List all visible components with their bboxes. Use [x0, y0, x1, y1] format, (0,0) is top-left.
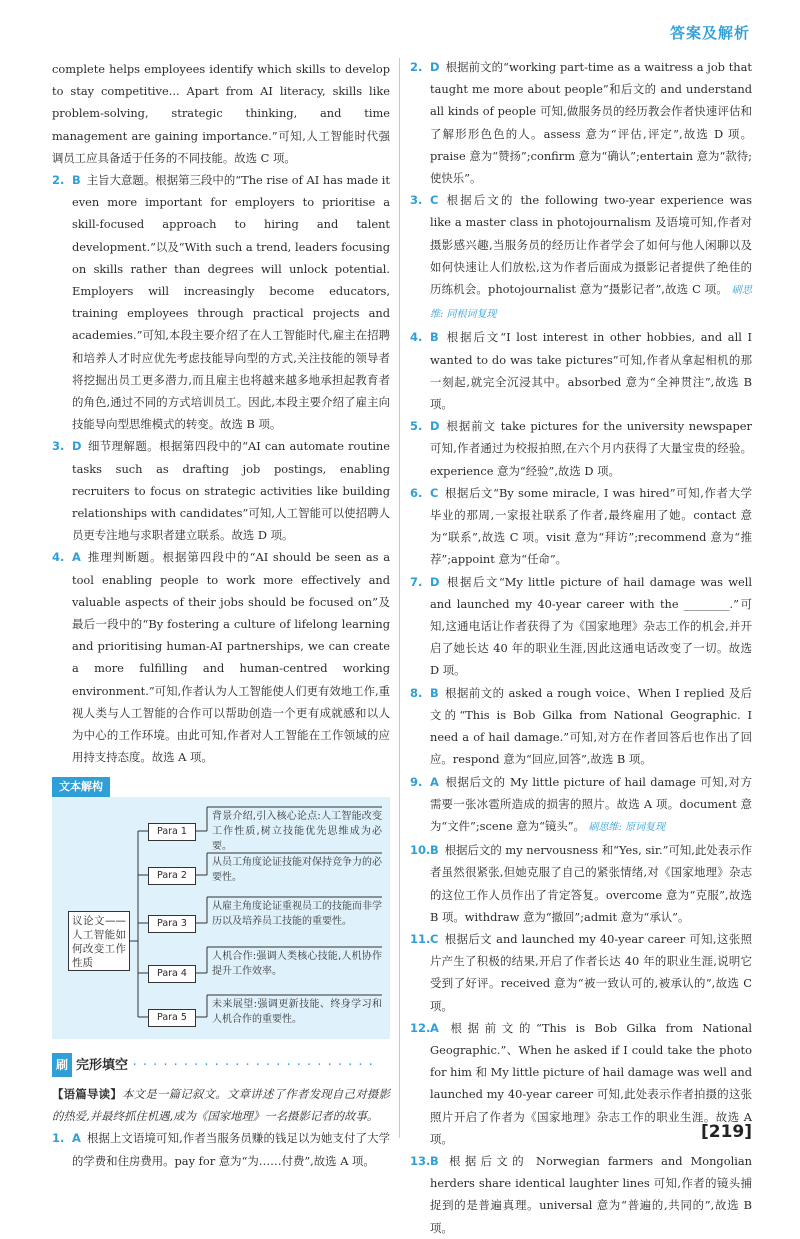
mindmap-para-text: 从员工角度论证技能对保持竞争力的必要性。 [212, 856, 382, 883]
mindmap-para-text: 从雇主角度论证重视员工的技能而非学历以及培养员工技能的重要性。 [212, 900, 382, 927]
item-answer: B [430, 685, 439, 700]
item-number: 13. [410, 1153, 431, 1168]
cloze-answer-8 [410, 682, 752, 771]
answer-item-2 [52, 169, 390, 435]
column-divider [399, 58, 400, 1138]
cloze-badge: 刷 [52, 1053, 72, 1077]
item-answer: C [430, 485, 439, 500]
mindmap-para-label: Para 4 [148, 965, 196, 983]
text-structure-tag: 文本解构 [52, 777, 110, 797]
cloze-answer-4 [410, 326, 752, 415]
cloze-answer-9 [410, 771, 752, 840]
item-answer: A [430, 774, 439, 789]
guide-label: 【语篇导读】 [52, 1086, 122, 1101]
item-answer: B [430, 843, 439, 858]
item-explanation: 根据后文“I lost interest in other hobbies, and all I wanted to do was take pictures”可知,作者从拿起相机的那一刻起,就完全沉浸其中。absorbed 意为“全神贯注”,故选 B 项。 [430, 330, 752, 412]
thinking-note: 刷思维: 原词复现 [588, 821, 666, 833]
page-header [0, 0, 800, 56]
item-number: 1. [52, 1131, 65, 1146]
cloze-answer-6 [410, 482, 752, 571]
item-explanation: 主旨大意题。根据第三段中的“The rise of AI has made it even more important for employers to prioritise a skill-focused approach to hiring and talent development.”以及“With such a trend, leaders focusing on skills rather than degrees will unlock potential. Employers will increasingly become educators, training employees through practical projects and academies.”可知,本段主要介绍了在人工智能时代,雇主在招聘和培养人才时应优先考虑技能导向型的方式,关注技能的领导者将挖掘出员工更多潜力,而且雇主也将越来越多地承担起教育者的角色,通过不同的方式培训员工。因此,本段主要介绍了雇主向技能导向型思维模式的转变。故选 B 项。 [72, 173, 390, 432]
item-explanation: 根据后文“My little picture of hail damage was well and launched my 40-year career with the ________.”可知,这通电话让作者获得了为《国家地理》杂志工作的机会,并开启了她长达 40 年的职业生涯,因此这通电话改变了一切。故选 D 项。 [430, 574, 752, 678]
cloze-answer-11 [410, 928, 752, 1017]
mindmap-para-text: 人机合作:强调人类核心技能,人机协作提升工作效率。 [212, 950, 382, 977]
reading-guide [52, 1083, 390, 1127]
item-answer: C [430, 193, 439, 208]
item-explanation: 根据后文的 Norwegian farmers and Mongolian herders share identical laughter lines 可知,作者的镜头捕捉到的是普遍真理。universal 意为“普遍的,共同的”,故选 B 项。 [430, 1153, 752, 1235]
item-number: 8. [410, 685, 423, 700]
item-answer: B [430, 1153, 439, 1168]
item-answer: D [430, 419, 440, 434]
mindmap-para-label: Para 3 [148, 915, 196, 933]
item-number: 4. [52, 550, 65, 565]
item-number: 2. [52, 173, 65, 188]
answer-item-3 [52, 435, 390, 546]
item-answer: A [72, 1131, 81, 1146]
item-number: 7. [410, 574, 423, 589]
item-explanation: 根据后文的 My little picture of hail damage 可知,对方需要一张冰雹所造成的损害的照片。故选 A 项。document 意为“文件”;scene 意为“镜头”。 [430, 774, 752, 833]
mindmap-center: 议论文——人工智能如何改变工作性质 [68, 911, 130, 971]
item-explanation: 根据前文 take pictures for the university newspaper 可知,作者通过为校报拍照,在六个月内获得了大量宝贵的经验。experience 意为“经验”,故选 D 项。 [430, 419, 752, 478]
cloze-answer-13 [410, 1150, 752, 1239]
item-answer: D [430, 60, 440, 74]
right-column [410, 56, 752, 1239]
guide-text: 本文是一篇记叙文。文章讲述了作者发现自己对摄影的热爱,并最终抓住机遇,成为《国家地理》一名摄影记者的故事。 [52, 1086, 390, 1124]
item-answer: A [430, 1020, 439, 1035]
item-explanation: 根据后文的 my nervousness 和“Yes, sir.”可知,此处表示作者虽然很紧张,但她克服了自己的紧张情绪,对《国家地理》杂志的这位工作人员作出了肯定答复。overcome 意为“克服”,故选 B 项。withdraw 意为“撤回”;admit 意为“承认”。 [430, 843, 752, 924]
item-answer: B [430, 330, 439, 345]
item-number: 12. [410, 1020, 431, 1035]
item-number: 11. [410, 931, 431, 946]
page-number: [219] [700, 1122, 752, 1142]
mindmap-para-text: 未来展望:强调更新技能、终身学习和人机合作的重要性。 [212, 998, 382, 1025]
mindmap-para-text: 背景介绍,引入核心论点:人工智能改变工作性质,树立技能优先思维成为必要。 [212, 810, 382, 852]
item-explanation: 根据前文的“working part-time as a waitress a job that taught me more about people”和后文的 and understand all kinds of people 可知,做服务员的经历教会作者快速评估和了解形形色色的人。assess 意为“评估,评定”,故选 D 项。praise 意为“赞扬”;confirm 意为“确认”;entertain 意为“款待;使快乐”。 [430, 60, 752, 186]
item-explanation: 根据前文的 asked a rough voice、When I replied 及后文的“This is Bob Gilka from National Geographic. I need a of hail damage.”可知,对方在作者回答后也作出了回应。respond 意为“回应,回答”,故选 B 项。 [430, 685, 752, 767]
intro-paragraph: complete helps employees identify which skills to develop to stay competitive... Apart from AI literacy, skills like problem-solving, strategic thinking, and time management are gaining importance.”可知,人工智能时代强调员工应具备适于任务的不同技能。故选 C 项。 [52, 62, 390, 165]
cloze-answer-1 [52, 1127, 390, 1171]
item-explanation: 根据上文语境可知,作者当服务员赚的钱足以为她支付了大学的学费和住房费用。pay for 意为“为……付费”,故选 A 项。 [72, 1131, 390, 1168]
item-number: 6. [410, 485, 423, 500]
mindmap-para-label: Para 5 [148, 1009, 196, 1027]
cloze-answer-10 [410, 839, 752, 928]
item-answer: D [72, 439, 82, 454]
item-number: 3. [410, 193, 423, 208]
structure-mindmap [52, 797, 390, 1039]
item-explanation: 根据前文的“This is Bob Gilka from National Geographic.”、When he asked if I could take the photo for him 和 My little picture of hail damage was well and launched my 40-year career 可知,此处表示作者拍摄的这张照片开启了作者为《国家地理》杂志工作的职业生涯。故选 A 项。 [430, 1020, 752, 1146]
item-number: 9. [410, 774, 423, 789]
item-explanation: 推理判断题。根据第四段中的“AI should be seen as a tool enabling people to work more effectively and valuable aspects of their jobs should be focused on”及最后一段中的“By fostering a culture of lifelong learning and prioritising human-AI partnerships, we can create a more fulfilling and human-centred working environment.”可知,作者认为人工智能使人们更有效地工作,重视人类与人工智能的合作可以帮助创造一个更有成就感和以人为中心的工作环境。由此可知,作者对人工智能在工作领域的应用持支持态度。故选 A 项。 [72, 550, 390, 765]
cloze-answer-3 [410, 189, 752, 326]
thinking-note: 刷思维: 同根词复现 [430, 285, 752, 321]
item-number: 2. [410, 60, 423, 74]
section-title: 答案及解析 [669, 24, 750, 42]
title-dots: · · · · · · · · · · · · · · · · · · · · · · · · [132, 1057, 374, 1073]
item-number: 5. [410, 419, 423, 434]
answer-item-4 [52, 546, 390, 768]
item-answer: B [72, 173, 81, 188]
cloze-answer-7 [410, 571, 752, 682]
item-explanation: 细节理解题。根据第四段中的“AI can automate routine tasks such as drafting job postings, enabling recruiters to focus on strategic activities like building relationships with candidates”可知,人工智能可以使招聘人员更专注地与求职者建立联系。故选 D 项。 [72, 439, 390, 543]
item-explanation: 根据后文“By some miracle, I was hired”可知,作者大学毕业的那周,一家报社联系了作者,最终雇用了她。contact 意为“联系”,故选 C 项。visit 意为“拜访”;recommend 意为“推荐”;appoint 意为“任命”。 [430, 485, 752, 567]
cloze-section-title [52, 1053, 390, 1077]
cloze-answer-2 [410, 56, 752, 189]
mindmap-para-label: Para 2 [148, 867, 196, 885]
item-answer: A [72, 550, 81, 565]
item-answer: C [430, 931, 439, 946]
item-number: 4. [410, 330, 423, 345]
item-explanation: 根据后文的 the following two-year experience was like a master class in photojournalism 及语境可知,作者对摄影感兴趣,当服务员的经历让作者学会了如何与他人闲聊以及如何快速让人们放松,这为作者后面成为摄影记者提供了绝佳的历练机会。photojournalist 意为“摄影记者”,故选 C 项。 [430, 193, 752, 297]
left-column [52, 58, 390, 1172]
item-answer: D [430, 574, 440, 589]
mindmap-para-label: Para 1 [148, 823, 196, 841]
item-number: 3. [52, 439, 65, 454]
item-explanation: 根据后文 and launched my 40-year career 可知,这张照片产生了积极的结果,开启了作者长达 40 年的职业生涯,说明它受到了好评。received 意为“被一致认可的,被承认的”,故选 C 项。 [430, 931, 752, 1013]
cloze-title-text: 完形填空 [76, 1057, 129, 1073]
item-number: 10. [410, 843, 431, 858]
cloze-answer-5 [410, 415, 752, 482]
